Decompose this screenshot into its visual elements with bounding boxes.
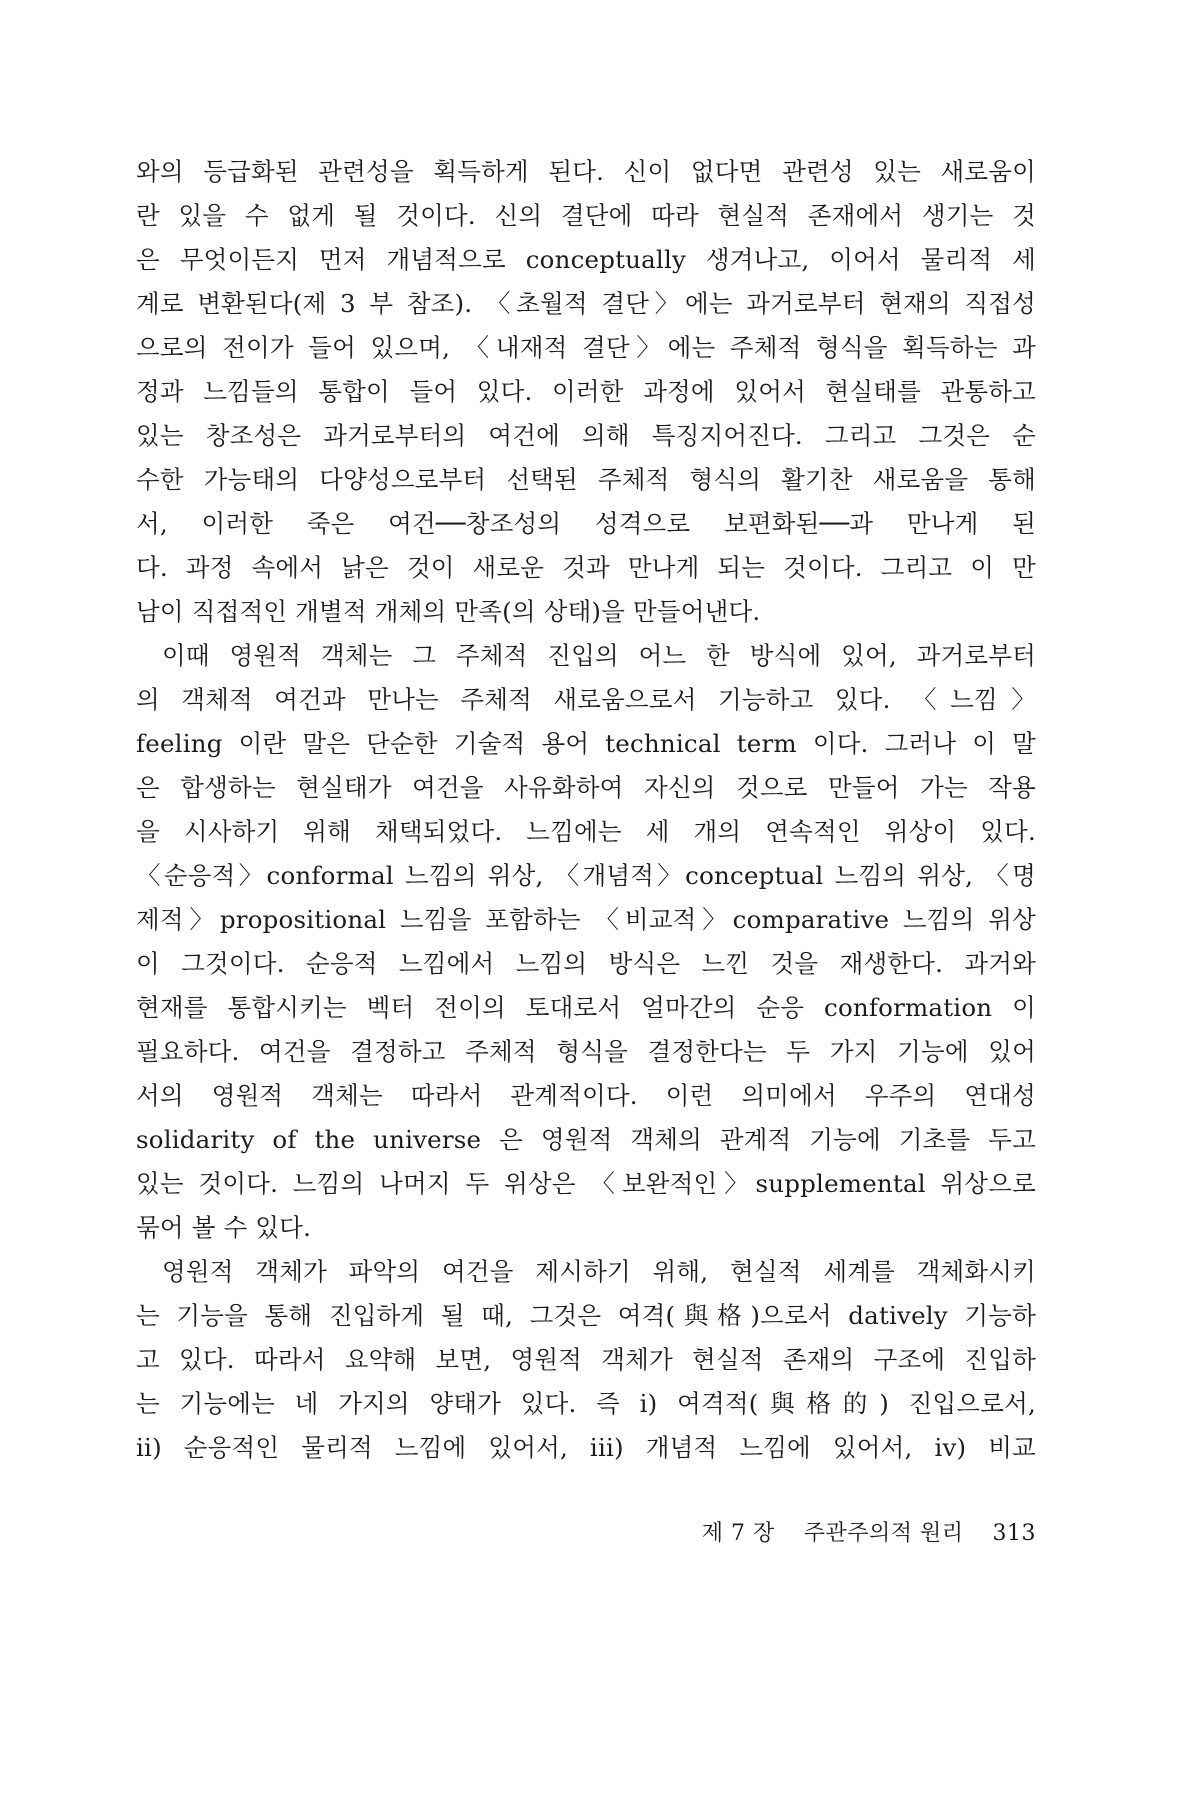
text-line: feeling 이란 말은 단순한 기술적 용어 technical term 이다. 그러나 이 말 <box>136 729 1036 758</box>
text-line: 는 기능에는 네 가지의 양태가 있다. 즉 i) 여격적(與格的) 진입으로서, <box>136 1389 1036 1418</box>
text-line: 정과 느낌들의 통합이 들어 있다. 이러한 과정에 있어서 현실태를 관통하고 <box>136 377 1036 406</box>
text-line: 으로의 전이가 들어 있으며, 〈내재적 결단〉에는 주체적 형식을 획득하는 과 <box>136 333 1036 362</box>
text-line: 남이 직접적인 개별적 개체의 만족(의 상태)을 만들어낸다. <box>136 597 761 626</box>
text-line: 묶어 볼 수 있다. <box>136 1213 312 1242</box>
paragraph-1 <box>136 150 1036 634</box>
text-line: 이때 영원적 객체는 그 주체적 진입의 어느 한 방식에 있어, 과거로부터 <box>162 641 1036 670</box>
text-line: 는 기능을 통해 진입하게 될 때, 그것은 여격(與格)으로서 datively 기능하 <box>136 1301 1036 1330</box>
page-number: 313 <box>992 1521 1036 1546</box>
paragraph-3 <box>136 1250 1036 1470</box>
text-line: 와의 등급화된 관련성을 획득하게 된다. 신이 없다면 관련성 있는 새로움이 <box>136 157 1036 186</box>
text-line: 서, 이러한 죽은 여건──창조성의 성격으로 보편화된──과 만나게 된 <box>136 509 1036 538</box>
text-line: 을 시사하기 위해 채택되었다. 느낌에는 세 개의 연속적인 위상이 있다. <box>136 817 1036 846</box>
text-line: 다. 과정 속에서 낡은 것이 새로운 것과 만나게 되는 것이다. 그리고 이 만 <box>136 553 1036 582</box>
text-line: 의 객체적 여건과 만나는 주체적 새로움으로서 기능하고 있다. 〈느낌〉 <box>136 685 1036 714</box>
text-line: 은 합생하는 현실태가 여건을 사유화하여 자신의 것으로 만들어 가는 작용 <box>136 773 1036 802</box>
text-line: 수한 가능태의 다양성으로부터 선택된 주체적 형식의 활기찬 새로움을 통해 <box>136 465 1036 494</box>
text-line: 제적〉propositional 느낌을 포함하는 〈비교적〉comparative 느낌의 위상 <box>136 905 1036 934</box>
chapter-label: 제 7 장 <box>701 1521 775 1546</box>
text-line: 서의 영원적 객체는 따라서 관계적이다. 이런 의미에서 우주의 연대성 <box>136 1081 1036 1110</box>
text-line: 영원적 객체가 파악의 여건을 제시하기 위해, 현실적 세계를 객체화시키 <box>162 1257 1036 1286</box>
running-footer <box>620 1519 1036 1549</box>
text-line: 란 있을 수 없게 될 것이다. 신의 결단에 따라 현실적 존재에서 생기는 것 <box>136 201 1036 230</box>
text-line: 이 그것이다. 순응적 느낌에서 느낌의 방식은 느낀 것을 재생한다. 과거와 <box>136 949 1036 978</box>
text-line: 현재를 통합시키는 벡터 전이의 토대로서 얼마간의 순응 conformation 이 <box>136 993 1036 1022</box>
text-line: 〈순응적〉conformal 느낌의 위상, 〈개념적〉conceptual 느낌의 위상, 〈명 <box>136 861 1036 890</box>
text-line: 계로 변환된다(제 3 부 참조). 〈초월적 결단〉에는 과거로부터 현재의 직접성 <box>136 289 1036 318</box>
text-line: 고 있다. 따라서 요약해 보면, 영원적 객체가 현실적 존재의 구조에 진입하 <box>136 1345 1036 1374</box>
body-text <box>136 150 1036 1470</box>
text-line: 있는 창조성은 과거로부터의 여건에 의해 특징지어진다. 그리고 그것은 순 <box>136 421 1036 450</box>
text-line: 있는 것이다. 느낌의 나머지 두 위상은 〈보완적인〉supplemental 위상으로 <box>136 1169 1036 1198</box>
text-line: 필요하다. 여건을 결정하고 주체적 형식을 결정한다는 두 가지 기능에 있어 <box>136 1037 1036 1066</box>
paragraph-2 <box>136 634 1036 1250</box>
text-line: solidarity of the universe 은 영원적 객체의 관계적 기능에 기초를 두고 <box>136 1125 1036 1154</box>
text-line: 은 무엇이든지 먼저 개념적으로 conceptually 생겨나고, 이어서 물리적 세 <box>136 245 1036 274</box>
text-line: ii) 순응적인 물리적 느낌에 있어서, iii) 개념적 느낌에 있어서, iv) 비교 <box>136 1433 1036 1462</box>
chapter-title: 주관주의적 원리 <box>803 1521 964 1546</box>
